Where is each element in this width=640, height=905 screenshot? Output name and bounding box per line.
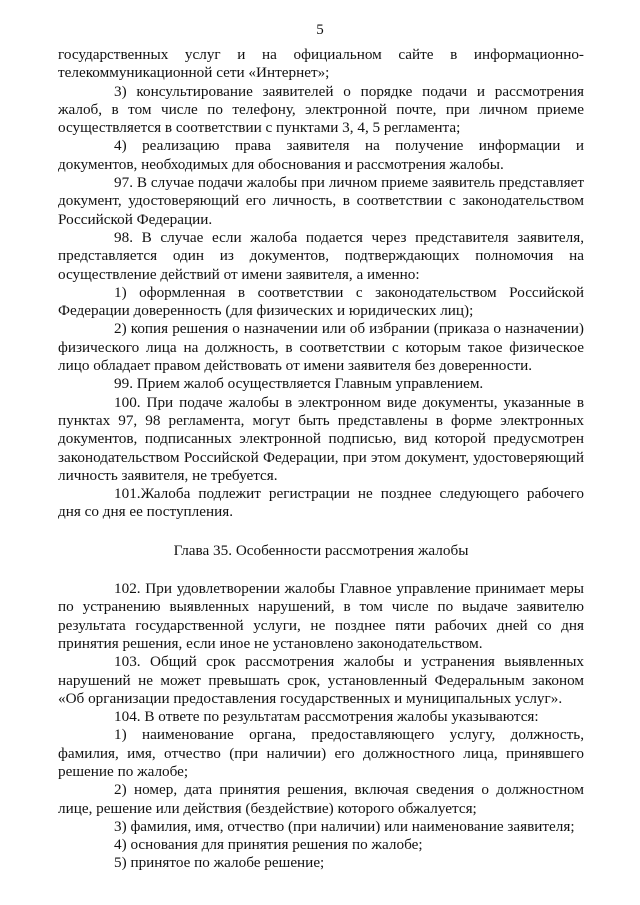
document-body (58, 46, 584, 873)
paragraph-101: 101.Жалоба подлежит регистрации не позднее следующего рабочего дня со дня ее поступления. (58, 485, 584, 521)
list-item: 1) наименование органа, предоставляющего услугу, должность, фамилия, имя, отчество (при наличии) его должностного лица, принявшего решение по жалобе; (58, 726, 584, 780)
paragraph-103: 103. Общий срок рассмотрения жалобы и устранения выявленных нарушений не может превышать срок, установленный Федеральным законом «Об организации предоставления государственных и муниципальных услуг». (58, 653, 584, 707)
paragraph-102: 102. При удовлетворении жалобы Главное управление принимает меры по устранению выявленных нарушений, в том числе по выдаче заявителю результата государственной услуги, не позднее пяти рабочих дней со дня принятия решения, если иное не установлено законодательством. (58, 580, 584, 652)
paragraph-99: 99. Прием жалоб осуществляется Главным управлением. (114, 375, 484, 393)
list-item: 2) номер, дата принятия решения, включая сведения о должностном лице, решение или действия (бездействие) которого обжалуется; (58, 781, 584, 817)
page-number: 5 (316, 22, 324, 38)
paragraph-100: 100. При подаче жалобы в электронном виде документы, указанные в пунктах 97, 98 регламента, могут быть представлены в форме электронных документов, подписанных электронной подписью, вид которой предусмотрен законодательством Российской Федерации, при этом документ, удостоверяющий личность заявителя, не требуется. (58, 393, 584, 484)
list-item: 4) основания для принятия решения по жалобе; (114, 836, 423, 854)
list-item: 3) фамилия, имя, отчество (при наличии) или наименование заявителя; (114, 817, 575, 835)
paragraph-98: 98. В случае если жалоба подается через представителя заявителя, представляется один из документов, подтверждающих полномочия на осуществление действий от имени заявителя, а именно: (58, 228, 584, 283)
chapter-title: Глава 35. Особенности рассмотрения жалобы (173, 541, 469, 559)
paragraph-continuation: государственных услуг и на официальном сайте в информационно-телекоммуникационной сети «Интернет»; (58, 46, 584, 82)
paragraph: 3) консультирование заявителей о порядке подачи и рассмотрения жалоб, в том числе по телефону, электронной почте, при личном приеме осуществляется в соответствии с пунктами 3, 4, 5 регламента; (58, 82, 584, 137)
paragraph-97: 97. В случае подачи жалобы при личном приеме заявитель представляет документ, удостоверяющий его личность, в соответствии с законодательством Российской Федерации. (58, 174, 584, 228)
paragraph: 1) оформленная в соответствии с законодательством Российской Федерации доверенность (для физических и юридических лиц); (58, 283, 584, 320)
paragraph: 4) реализацию права заявителя на получение информации и документов, необходимых для обоснования и рассмотрения жалобы. (58, 137, 584, 173)
list-item: 5) принятое по жалобе решение; (114, 854, 325, 872)
paragraph-104: 104. В ответе по результатам рассмотрения жалобы указываются: (114, 708, 539, 726)
paragraph: 2) копия решения о назначении или об избрании (приказа о назначении) физического лица на должность, в соответствии с которым такое физическое лицо обладает правом действовать от имени заявителя без доверенности. (58, 320, 584, 375)
